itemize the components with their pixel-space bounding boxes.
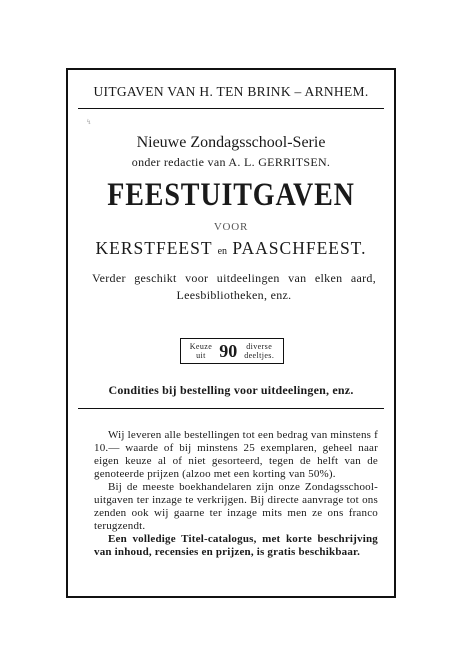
series-title: Nieuwe Zondagsschool-Serie <box>136 134 326 151</box>
occasion-join: en <box>217 246 228 257</box>
choice-left <box>190 342 212 360</box>
conditions-body <box>94 429 378 559</box>
choice-right <box>244 342 274 360</box>
choice-right-top: diverse <box>246 342 273 351</box>
occasion-christmas: KERSTFEEST <box>95 238 213 258</box>
choice-left-bottom: uit <box>196 351 206 360</box>
choice-right-bottom: deeltjes. <box>244 351 275 360</box>
main-title: FEESTUITGAVEN <box>107 177 355 213</box>
choice-left-top: Keuze <box>189 342 213 351</box>
advertisement-frame <box>66 68 396 598</box>
conditions-heading: Condities bij bestelling voor uitdeelingen, enz. <box>108 383 354 397</box>
top-rule <box>78 108 384 109</box>
paragraph-discount: Wij leveren alle bestellingen tot een bedrag van minstens f 10.— waarde of bij minstens 25 exemplaren, geheel naar eigen keuze al of niet gesorteerd, tegen de helft van de genoteerde prijzen (alzoo met een korting van 50%). <box>94 429 378 480</box>
choice-number: 90 <box>219 341 238 361</box>
occasions-line <box>68 238 394 259</box>
editor-line: onder redactie van A. L. GERRITSEN. <box>131 155 331 169</box>
paragraph-inspection: Bij de meeste boekhandelaren zijn onze Zondagsschool-uitgaven ter inzage te verkrijgen. Bij directe aanvrage tot ons zenden ook wij gaarne ter inzage mits men ze ons franco terugzendt. <box>94 481 378 532</box>
paragraph-catalogue: Een volledige Titel-catalogus, met korte beschrijving van inhoud, recensies en prijzen, is gratis beschikbaar. <box>94 533 378 558</box>
stamp-mark: ↯ <box>86 118 92 126</box>
further-use-text: Verder geschikt voor uitdeelingen van elken aard, Leesbibliotheken, enz. <box>92 271 376 302</box>
choice-box <box>180 338 284 364</box>
occasion-easter: PAASCHFEEST. <box>232 238 367 258</box>
voor-label: VOOR <box>213 221 249 233</box>
conditions-rule <box>78 408 384 409</box>
publisher-line: UITGAVEN VAN H. TEN BRINK – ARNHEM. <box>93 84 369 99</box>
